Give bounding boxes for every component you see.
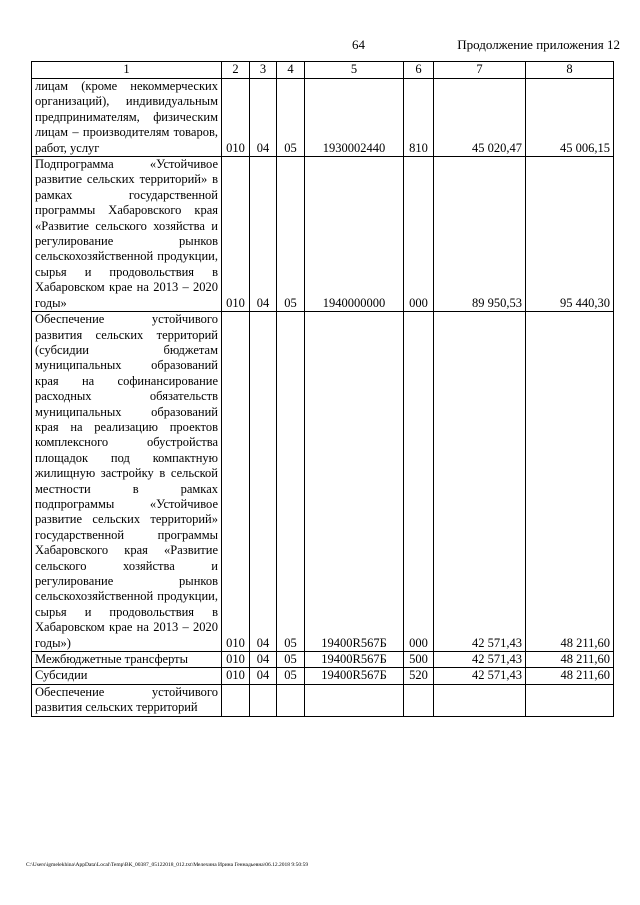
amount-col7: 45 020,47	[434, 79, 526, 157]
row-name: лицам (кроме некоммерческих организаций), индивидуальным предпринимателям, физическим лицам – производителям товаров, работ, услуг	[32, 79, 222, 157]
section-code: 04	[250, 668, 277, 684]
target-article-code: 1930002440	[305, 79, 404, 157]
ministry-code	[222, 684, 250, 716]
amount-col8: 95 440,30	[526, 157, 614, 312]
table-row	[32, 652, 614, 668]
amount-col8: 45 006,15	[526, 79, 614, 157]
section-code	[250, 684, 277, 716]
subsection-code: 05	[277, 312, 305, 652]
table-row	[32, 312, 614, 652]
column-header: 2	[222, 62, 250, 79]
subsection-code: 05	[277, 652, 305, 668]
section-code: 04	[250, 157, 277, 312]
table-row	[32, 157, 614, 312]
ministry-code: 010	[222, 652, 250, 668]
row-name: Субсидии	[32, 668, 222, 684]
page-header	[0, 37, 640, 55]
section-code: 04	[250, 312, 277, 652]
expense-type-code: 520	[404, 668, 434, 684]
subsection-code: 05	[277, 157, 305, 312]
expense-type-code: 500	[404, 652, 434, 668]
amount-col8	[526, 684, 614, 716]
amount-col8: 48 211,60	[526, 668, 614, 684]
row-name: Подпрограмма «Устойчивое развитие сельских территорий» в рамках государственной программы Хабаровского края «Развитие сельского хозяйства и регулирование рынков сельскохозяйственной продукции, сырья и продовольствия в Хабаровском крае на 2013 – 2020 годы»	[32, 157, 222, 312]
target-article-code: 19400R567Б	[305, 668, 404, 684]
page-number: 64	[352, 37, 365, 52]
amount-col7: 42 571,43	[434, 668, 526, 684]
column-header: 7	[434, 62, 526, 79]
expense-type-code: 810	[404, 79, 434, 157]
ministry-code: 010	[222, 668, 250, 684]
column-header: 5	[305, 62, 404, 79]
target-article-code: 1940000000	[305, 157, 404, 312]
column-header: 8	[526, 62, 614, 79]
subsection-code: 05	[277, 79, 305, 157]
row-name: Обеспечение устойчивого развития сельских территорий (субсидии бюджетам муниципальных образований края на софинансирование расходных обязательств муниципальных образований края на реализацию проектов комплексного обустройства площадок под компактную жилищную застройку в сельской местности в рамках подпрограммы «Устойчивое развитие сельских территорий» государственной программы Хабаровского края «Развитие сельского хозяйства и регулирование рынков сельскохозяйственной продукции, сырья и продовольствия в Хабаровском крае на 2013 – 2020 годы»)	[32, 312, 222, 652]
file-path-footer: C:\Users\igmelekhina\AppData\Local\Temp\ВК_00387_05122018_012.txt\Мелехина Ирина Геннадьевна\06.12.2018 9:50:59	[26, 862, 309, 868]
table-header-row	[32, 62, 614, 79]
section-code: 04	[250, 79, 277, 157]
amount-col7: 89 950,53	[434, 157, 526, 312]
ministry-code: 010	[222, 312, 250, 652]
expense-type-code: 000	[404, 312, 434, 652]
amount-col7	[434, 684, 526, 716]
expense-type-code: 000	[404, 157, 434, 312]
row-name: Обеспечение устойчивого развития сельских территорий	[32, 684, 222, 716]
column-header: 6	[404, 62, 434, 79]
table-row	[32, 79, 614, 157]
table-row	[32, 684, 614, 716]
table-row	[32, 668, 614, 684]
amount-col8: 48 211,60	[526, 312, 614, 652]
column-header: 4	[277, 62, 305, 79]
row-name: Межбюджетные трансферты	[32, 652, 222, 668]
amount-col7: 42 571,43	[434, 312, 526, 652]
column-header: 3	[250, 62, 277, 79]
column-header: 1	[32, 62, 222, 79]
subsection-code	[277, 684, 305, 716]
subsection-code: 05	[277, 668, 305, 684]
expense-type-code	[404, 684, 434, 716]
continuation-label: Продолжение приложения 12	[457, 37, 620, 52]
section-code: 04	[250, 652, 277, 668]
target-article-code: 19400R567Б	[305, 312, 404, 652]
amount-col8: 48 211,60	[526, 652, 614, 668]
ministry-code: 010	[222, 157, 250, 312]
target-article-code	[305, 684, 404, 716]
target-article-code: 19400R567Б	[305, 652, 404, 668]
budget-table	[31, 61, 614, 717]
amount-col7: 42 571,43	[434, 652, 526, 668]
ministry-code: 010	[222, 79, 250, 157]
